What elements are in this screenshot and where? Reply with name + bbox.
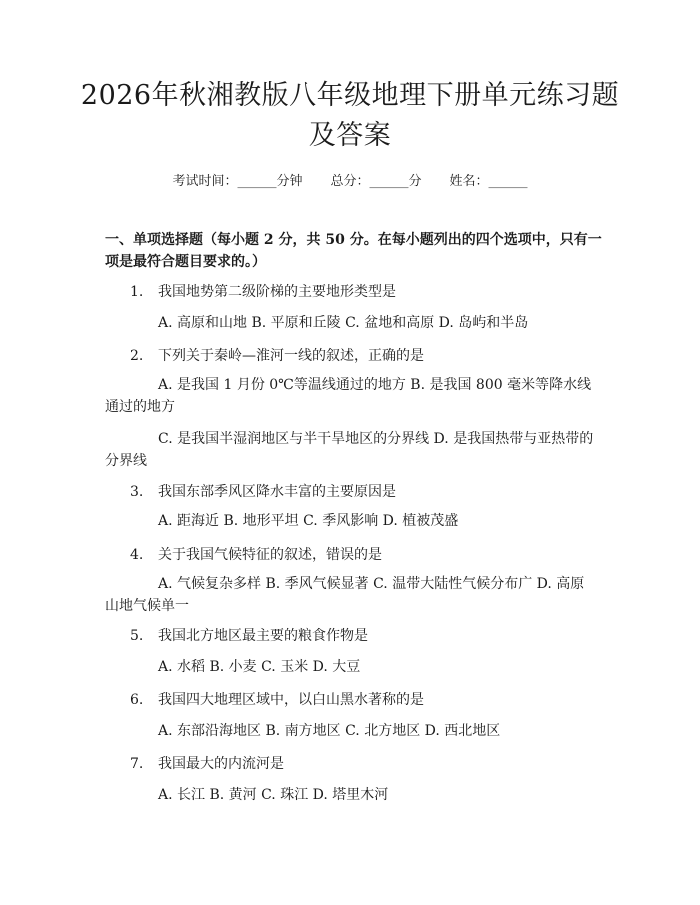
question-number: 1. bbox=[130, 284, 144, 300]
exam-meta bbox=[0, 170, 700, 189]
question-stem: 我国四大地理区域中，以白山黑水著称的是 bbox=[158, 692, 424, 708]
question-1-options: A. 高原和山地 B. 平原和丘陵 C. 盆地和高原 D. 岛屿和半岛 bbox=[158, 315, 529, 331]
question-3-options: A. 距海近 B. 地形平坦 C. 季风影响 D. 植被茂盛 bbox=[158, 513, 459, 529]
question-3 bbox=[130, 482, 396, 502]
question-1 bbox=[130, 282, 396, 302]
total-score: 总分：______分 bbox=[330, 174, 422, 189]
question-number: 5. bbox=[130, 628, 144, 644]
exam-time: 考试时间：______分钟 bbox=[172, 174, 303, 189]
question-number: 3. bbox=[130, 484, 144, 500]
question-7-options: A. 长江 B. 黄河 C. 珠江 D. 塔里木河 bbox=[158, 787, 389, 803]
question-number: 2. bbox=[130, 348, 144, 364]
question-stem: 下列关于秦岭—淮河一线的叙述，正确的是 bbox=[158, 348, 424, 364]
question-2-options-cd: C. 是我国半湿润地区与半干旱地区的分界线 D. 是我国热带与亚热带的分界线 bbox=[105, 431, 594, 469]
question-7 bbox=[130, 754, 284, 774]
section-heading: 一、单项选择题（每小题 2 分，共 50 分。在每小题列出的四个选项中，只有一项是最符合题目要求的。） bbox=[105, 232, 602, 270]
title-line-1: 2026年秋湘教版八年级地理下册单元练习题 bbox=[80, 80, 620, 111]
question-4-options: A. 气候复杂多样 B. 季风气候显著 C. 温带大陆性气候分布广 D. 高原山地气候单一 bbox=[105, 576, 585, 614]
document-title bbox=[60, 76, 640, 156]
question-stem: 我国东部季风区降水丰富的主要原因是 bbox=[158, 484, 396, 500]
question-stem: 关于我国气候特征的叙述，错误的是 bbox=[158, 547, 382, 563]
question-number: 6. bbox=[130, 692, 144, 708]
question-number: 7. bbox=[130, 756, 144, 772]
question-6-options: A. 东部沿海地区 B. 南方地区 C. 北方地区 D. 西北地区 bbox=[158, 723, 501, 739]
question-5 bbox=[130, 626, 368, 646]
question-6 bbox=[130, 690, 424, 710]
question-number: 4. bbox=[130, 547, 144, 563]
title-line-2: 及答案 bbox=[308, 120, 392, 151]
student-name: 姓名：______ bbox=[449, 174, 528, 189]
question-stem: 我国地势第二级阶梯的主要地形类型是 bbox=[158, 284, 396, 300]
question-2-options-ab: A. 是我国 1 月份 0℃等温线通过的地方 B. 是我国 800 毫米等降水线通过的地方 bbox=[105, 377, 592, 415]
question-4 bbox=[130, 545, 382, 565]
question-stem: 我国北方地区最主要的粮食作物是 bbox=[158, 628, 368, 644]
question-5-options: A. 水稻 B. 小麦 C. 玉米 D. 大豆 bbox=[158, 659, 361, 675]
question-2 bbox=[130, 346, 424, 366]
question-stem: 我国最大的内流河是 bbox=[158, 756, 284, 772]
